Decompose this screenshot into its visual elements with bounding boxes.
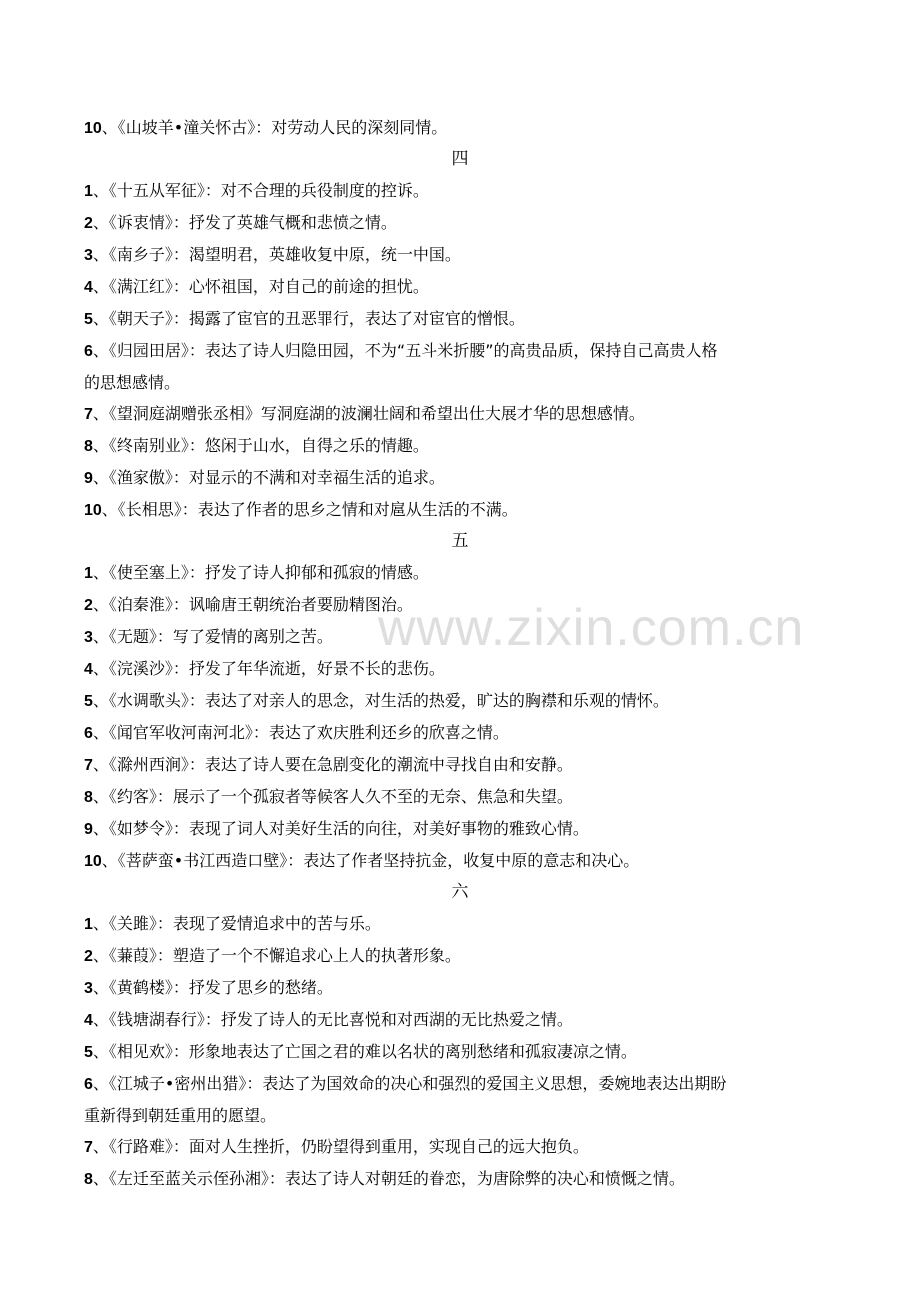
item-text: 、《南乡子》：渴望明君，英雄收复中原，统一中国。	[92, 245, 461, 264]
item-text: 、《黄鹤楼》：抒发了思乡的愁绪。	[92, 978, 333, 997]
item-number: 4	[84, 279, 93, 296]
item-text: 、《左迁至蓝关示侄孙湘》：表达了诗人对朝廷的眷恋，为唐除弊的决心和愤慨之情。	[92, 1169, 685, 1188]
item-number: 5	[84, 311, 93, 328]
list-item	[84, 271, 844, 303]
list-item	[84, 303, 844, 335]
list-item	[84, 335, 844, 367]
item-number: 10	[84, 120, 102, 137]
list-item-continuation: 重新得到朝廷重用的愿望。	[84, 1106, 277, 1125]
item-text: 、《水调歌头》：表达了对亲人的思念，对生活的热爱，旷达的胸襟和乐观的情怀。	[92, 691, 669, 710]
section-heading: 四	[451, 149, 469, 169]
item-number: 8	[84, 438, 93, 455]
item-number: 5	[84, 1044, 93, 1061]
item-text: 、《泊秦淮》：讽喻唐王朝统治者要励精图治。	[92, 595, 413, 614]
list-item	[84, 494, 844, 526]
section-heading: 六	[451, 882, 469, 902]
list-item	[84, 430, 844, 462]
item-text: 、《诉衷情》：抒发了英雄气概和悲愤之情。	[92, 213, 397, 232]
item-number: 6	[84, 725, 93, 742]
item-number: 1	[84, 916, 93, 933]
item-number: 2	[84, 597, 93, 614]
item-number: 2	[84, 948, 93, 965]
item-text: 、《满江红》：心怀祖国，对自己的前途的担忧。	[92, 277, 429, 296]
list-item	[84, 781, 844, 813]
list-item	[84, 1004, 844, 1036]
list-item	[84, 749, 844, 781]
item-text: 、《相见欢》：形象地表达了亡国之君的难以名状的离别愁绪和孤寂凄凉之情。	[92, 1042, 637, 1061]
item-number: 7	[84, 1139, 93, 1156]
list-item	[84, 1068, 844, 1100]
item-text: 、《菩萨蛮•书江西造口壁》：表达了作者坚持抗金，收复中原的意志和决心。	[101, 851, 640, 870]
item-text: 、《如梦令》：表现了词人对美好生活的向往，对美好事物的雅致心情。	[92, 819, 589, 838]
item-text: 、《浣溪沙》：抒发了年华流逝，好景不长的悲伤。	[92, 659, 445, 678]
list-item	[84, 1163, 844, 1195]
item-number: 8	[84, 1171, 93, 1188]
item-number: 8	[84, 789, 93, 806]
list-item	[84, 972, 844, 1004]
item-number: 9	[84, 821, 93, 838]
list-item	[84, 813, 844, 845]
item-number: 1	[84, 565, 93, 582]
item-number: 4	[84, 661, 93, 678]
item-number: 2	[84, 215, 93, 232]
item-text: 、《滁州西涧》：表达了诗人要在急剧变化的潮流中寻找自由和安静。	[92, 755, 573, 774]
item-text: 、《江城子•密州出猎》：表达了为国效命的决心和强烈的爱国主义思想，委婉地表达出期盼	[92, 1074, 727, 1093]
item-text: 、《十五从军征》：对不合理的兵役制度的控诉。	[92, 181, 429, 200]
watermark: www.zixin.com.cn	[378, 599, 805, 657]
list-item	[84, 462, 844, 494]
item-number: 3	[84, 980, 93, 997]
item-number: 3	[84, 247, 93, 264]
list-item	[84, 589, 844, 621]
list-item	[84, 175, 844, 207]
list-item	[84, 621, 844, 653]
item-number: 9	[84, 470, 93, 487]
list-item	[84, 653, 844, 685]
item-text: 、《关雎》：表现了爱情追求中的苦与乐。	[92, 914, 381, 933]
item-text: 、《朝天子》：揭露了宦官的丑恶罪行，表达了对宦官的憎恨。	[92, 309, 525, 328]
list-item	[84, 685, 844, 717]
item-text: 、《钱塘湖春行》：抒发了诗人的无比喜悦和对西湖的无比热爱之情。	[92, 1010, 573, 1029]
list-item	[84, 398, 844, 430]
item-text: 、《终南别业》：悠闲于山水，自得之乐的情趣。	[92, 436, 429, 455]
item-number: 3	[84, 629, 93, 646]
item-number: 5	[84, 693, 93, 710]
item-text: 、《蒹葭》：塑造了一个不懈追求心上人的执著形象。	[92, 946, 461, 965]
list-item	[84, 557, 844, 589]
item-text: 、《归园田居》：表达了诗人归隐田园，不为“五斗米折腰”的高贵品质，保持自己高贵人格	[92, 341, 718, 360]
item-number: 1	[84, 183, 93, 200]
item-text: 、《使至塞上》：抒发了诗人抑郁和孤寂的情感。	[92, 563, 429, 582]
item-text: 、《山坡羊•潼关怀古》：对劳动人民的深刻同情。	[101, 118, 448, 137]
item-number: 7	[84, 406, 93, 423]
item-text: 、《望洞庭湖赠张丞相》写洞庭湖的波澜壮阔和希望出仕大展才华的思想感情。	[92, 404, 645, 423]
item-text: 、《长相思》：表达了作者的思乡之情和对扈从生活的不满。	[101, 500, 518, 519]
list-item	[84, 207, 844, 239]
item-text: 、《行路难》：面对人生挫折，仍盼望得到重用，实现自己的远大抱负。	[92, 1137, 589, 1156]
list-item-continuation: 的思想感情。	[84, 373, 181, 392]
list-item	[84, 908, 844, 940]
list-item	[84, 717, 844, 749]
list-item	[84, 1036, 844, 1068]
item-number: 10	[84, 853, 102, 870]
list-item	[84, 845, 844, 877]
list-item	[84, 940, 844, 972]
item-number: 4	[84, 1012, 93, 1029]
list-item	[84, 1131, 844, 1163]
item-number: 6	[84, 1076, 93, 1093]
document-content	[84, 112, 844, 1195]
section-heading: 五	[451, 531, 469, 551]
list-item	[84, 112, 844, 144]
list-item	[84, 239, 844, 271]
item-number: 10	[84, 502, 102, 519]
item-text: 、《无题》：写了爱情的离别之苦。	[92, 627, 333, 646]
item-text: 、《渔家傲》：对显示的不满和对幸福生活的追求。	[92, 468, 445, 487]
item-number: 6	[84, 343, 93, 360]
item-text: 、《约客》：展示了一个孤寂者等候客人久不至的无奈、焦急和失望。	[92, 787, 573, 806]
item-text: 、《闻官军收河南河北》：表达了欢庆胜利还乡的欣喜之情。	[92, 723, 509, 742]
item-number: 7	[84, 757, 93, 774]
